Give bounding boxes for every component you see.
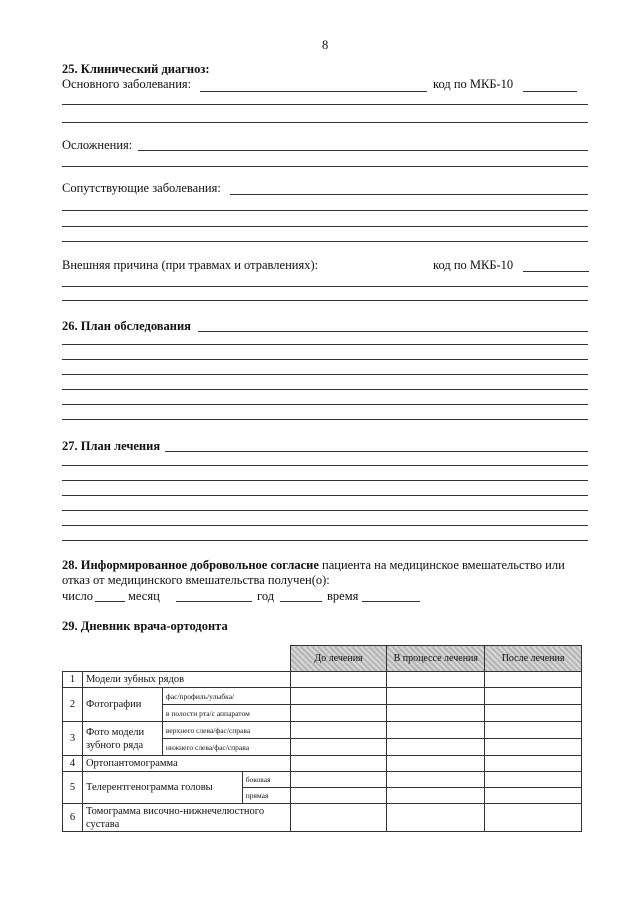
date-number-label: число	[62, 589, 94, 603]
row-number: 1	[63, 672, 83, 688]
cell-during[interactable]	[387, 804, 485, 832]
complications-label: Осложнения:	[62, 138, 133, 152]
consent-line-2: отказ от медицинского вмешательства получен(о):	[62, 573, 330, 587]
header-during-treatment: В процессе лечения	[387, 646, 485, 672]
cell-during[interactable]	[387, 722, 485, 739]
main-disease-line[interactable]	[62, 122, 588, 123]
cell-after[interactable]	[485, 772, 582, 788]
exam-plan-line[interactable]	[62, 374, 588, 375]
row-sublabel: прямая	[242, 788, 290, 804]
cell-before[interactable]	[290, 722, 387, 739]
mkb-code-label-2: код по МКБ-10	[433, 258, 514, 272]
row-sublabel: фас/профиль/улыбка/	[162, 688, 290, 705]
cell-during[interactable]	[387, 772, 485, 788]
complications-line[interactable]	[62, 166, 588, 167]
cell-before[interactable]	[290, 672, 387, 688]
cell-before[interactable]	[290, 705, 387, 722]
row-label: Томограмма височно-нижнечелюстного сустава	[82, 804, 290, 832]
row-label: Модели зубных рядов	[82, 672, 290, 688]
external-cause-label: Внешняя причина (при травмах и отравлениях):	[62, 258, 319, 272]
section-28-title	[62, 558, 565, 572]
date-month-label: месяц	[128, 589, 160, 603]
complications-field[interactable]	[138, 150, 588, 151]
row-label: Ортопантомограмма	[82, 756, 290, 772]
treatment-plan-line[interactable]	[62, 495, 588, 496]
cell-during[interactable]	[387, 756, 485, 772]
cell-before[interactable]	[290, 688, 387, 705]
main-disease-label: Основного заболевания:	[62, 77, 192, 91]
cell-after[interactable]	[485, 804, 582, 832]
exam-plan-line[interactable]	[62, 389, 588, 390]
exam-plan-line[interactable]	[62, 344, 588, 345]
cell-during[interactable]	[387, 739, 485, 756]
cell-before[interactable]	[290, 739, 387, 756]
consent-title-bold: 28. Информированное добровольное согласие	[62, 558, 319, 572]
table-header-row	[63, 646, 582, 672]
section-29-title: 29. Дневник врача-ортодонта	[62, 619, 228, 633]
date-time-label: время	[327, 589, 359, 603]
row-sublabel: верхнего слева/фас/справа	[162, 722, 290, 739]
mkb-code-field[interactable]	[523, 91, 577, 92]
concomitant-line[interactable]	[62, 210, 588, 211]
header-before-treatment: До лечения	[290, 646, 387, 672]
concomitant-line[interactable]	[62, 241, 588, 242]
cell-after[interactable]	[485, 788, 582, 804]
date-month-field[interactable]	[176, 601, 252, 602]
row-number: 4	[63, 756, 83, 772]
row-sublabel: боковая	[242, 772, 290, 788]
section-25-title: 25. Клинический диагноз:	[62, 62, 210, 76]
treatment-plan-line[interactable]	[62, 525, 588, 526]
table-row	[63, 688, 582, 705]
cell-during[interactable]	[387, 788, 485, 804]
row-sublabel: в полости рта/с аппаратом	[162, 705, 290, 722]
date-year-field[interactable]	[280, 601, 322, 602]
table-row	[63, 772, 582, 788]
external-cause-line[interactable]	[62, 300, 588, 301]
orthodontist-diary-table	[62, 645, 582, 832]
row-label: Фотографии	[82, 688, 162, 722]
treatment-plan-line[interactable]	[62, 480, 588, 481]
cell-before[interactable]	[290, 804, 387, 832]
table-row	[63, 804, 582, 832]
section-27-title: 27. План лечения	[62, 439, 161, 453]
main-disease-field[interactable]	[200, 91, 427, 92]
row-number: 3	[63, 722, 83, 756]
exam-plan-line[interactable]	[62, 419, 588, 420]
section-26-title: 26. План обследования	[62, 319, 191, 333]
exam-plan-line[interactable]	[62, 359, 588, 360]
page-number: 8	[322, 38, 329, 52]
cell-after[interactable]	[485, 705, 582, 722]
cell-before[interactable]	[290, 772, 387, 788]
mkb-code-field-2[interactable]	[523, 271, 589, 272]
row-label: Фото модели зубного ряда	[82, 722, 162, 756]
date-year-label: год	[257, 589, 275, 603]
table-row	[63, 672, 582, 688]
table-row	[63, 756, 582, 772]
treatment-plan-field[interactable]	[165, 451, 588, 452]
cell-before[interactable]	[290, 788, 387, 804]
exam-plan-line[interactable]	[62, 404, 588, 405]
cell-during[interactable]	[387, 688, 485, 705]
cell-during[interactable]	[387, 672, 485, 688]
concomitant-line[interactable]	[62, 226, 588, 227]
table-row	[63, 722, 582, 739]
consent-title-rest: пациента на медицинское вмешательство или	[318, 558, 565, 572]
main-disease-line[interactable]	[62, 104, 588, 105]
cell-after[interactable]	[485, 722, 582, 739]
cell-during[interactable]	[387, 705, 485, 722]
external-cause-line[interactable]	[62, 286, 588, 287]
treatment-plan-line[interactable]	[62, 465, 588, 466]
cell-after[interactable]	[485, 672, 582, 688]
exam-plan-field[interactable]	[198, 331, 588, 332]
cell-before[interactable]	[290, 756, 387, 772]
treatment-plan-line[interactable]	[62, 510, 588, 511]
treatment-plan-line[interactable]	[62, 540, 588, 541]
cell-after[interactable]	[485, 739, 582, 756]
concomitant-label: Сопутствующие заболевания:	[62, 181, 221, 195]
row-number: 6	[63, 804, 83, 832]
date-time-field[interactable]	[362, 601, 420, 602]
date-number-field[interactable]	[95, 601, 125, 602]
mkb-code-label: код по МКБ-10	[433, 77, 514, 91]
row-number: 2	[63, 688, 83, 722]
row-label: Телерентгенограмма головы	[82, 772, 242, 804]
row-sublabel: нижнего слева/фас/справа	[162, 739, 290, 756]
cell-after[interactable]	[485, 756, 582, 772]
row-number: 5	[63, 772, 83, 804]
cell-after[interactable]	[485, 688, 582, 705]
concomitant-field[interactable]	[230, 194, 588, 195]
header-after-treatment: После лечения	[485, 646, 582, 672]
